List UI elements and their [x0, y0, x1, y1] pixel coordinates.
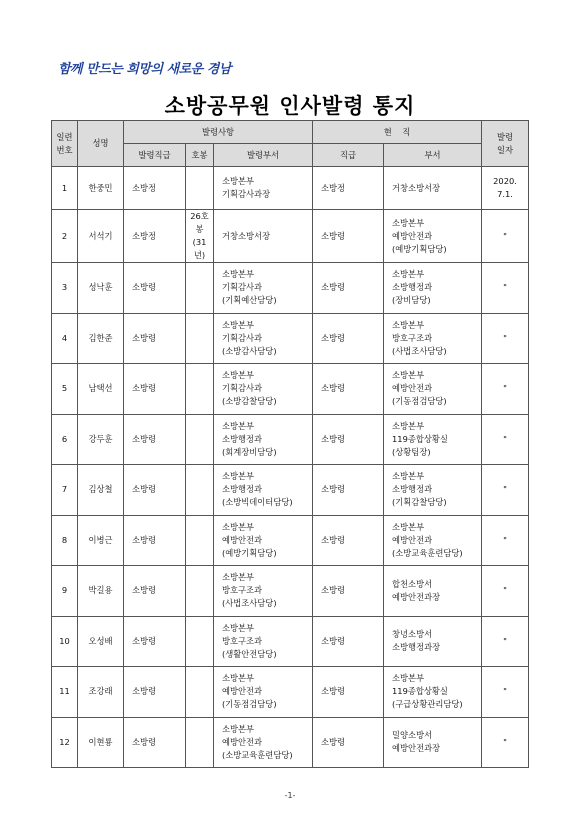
row-issue-date: ": [482, 465, 529, 516]
row-serial-no: 11: [52, 667, 78, 718]
row-current-rank: 소방령: [313, 515, 384, 566]
row-current-rank: 소방령: [313, 210, 384, 263]
row-current-rank: 소방령: [313, 364, 384, 415]
table-row: [52, 667, 529, 718]
header-issued-group: 발령사항: [124, 121, 313, 144]
row-issued-rank: 소방령: [124, 465, 186, 516]
row-current-dept: 소방본부 소방행정과 (기획감찰담당): [384, 465, 482, 516]
row-issued-rank: 소방령: [124, 515, 186, 566]
row-issued-rank: 소방령: [124, 616, 186, 667]
row-issued-step: [186, 616, 214, 667]
row-issue-date: ": [482, 210, 529, 263]
table-row: [52, 263, 529, 314]
table-row: [52, 616, 529, 667]
table-row: [52, 566, 529, 617]
row-serial-no: 10: [52, 616, 78, 667]
row-issued-dept: 소방본부 방호구조과 (생활안전담당): [214, 616, 313, 667]
row-issued-dept: 소방본부 소방행정과 (회계장비담당): [214, 414, 313, 465]
row-current-rank: 소방령: [313, 566, 384, 617]
row-current-dept: 창녕소방서 소방행정과장: [384, 616, 482, 667]
row-current-rank: 소방령: [313, 313, 384, 364]
header-serial-no: 일련 번호: [52, 121, 78, 167]
row-issued-step: [186, 414, 214, 465]
row-current-rank: 소방령: [313, 667, 384, 718]
row-issue-date: 2020. 7.1.: [482, 167, 529, 210]
row-issued-rank: 소방정: [124, 167, 186, 210]
table-row: [52, 414, 529, 465]
document-title: 소방공무원 인사발령 통지: [164, 94, 416, 118]
row-issued-rank: 소방령: [124, 313, 186, 364]
row-serial-no: 12: [52, 717, 78, 768]
row-issued-step: [186, 263, 214, 314]
table-row: [52, 465, 529, 516]
row-serial-no: 2: [52, 210, 78, 263]
row-name: 김상철: [78, 465, 124, 516]
row-issued-step: [186, 515, 214, 566]
slogan-logo: 함께 만드는 희망의 새로운 경남: [58, 62, 231, 77]
row-issued-step: [186, 465, 214, 516]
row-name: 강두훈: [78, 414, 124, 465]
row-name: 성낙훈: [78, 263, 124, 314]
table-row: [52, 167, 529, 210]
row-issued-rank: 소방령: [124, 263, 186, 314]
row-issued-step: [186, 566, 214, 617]
row-current-dept: 밀양소방서 예방안전과장: [384, 717, 482, 768]
row-serial-no: 4: [52, 313, 78, 364]
row-issue-date: ": [482, 616, 529, 667]
row-current-rank: 소방령: [313, 616, 384, 667]
header-name: 성명: [78, 121, 124, 167]
row-issued-dept: 소방본부 방호구조과 (사법조사담당): [214, 566, 313, 617]
row-issued-step: [186, 364, 214, 415]
row-issued-step: 26호봉 (31년): [186, 210, 214, 263]
row-issued-rank: 소방령: [124, 364, 186, 415]
row-current-dept: 소방본부 예방안전과 (예방기획담당): [384, 210, 482, 263]
row-issued-rank: 소방령: [124, 414, 186, 465]
row-issued-rank: 소방령: [124, 667, 186, 718]
table-row: [52, 717, 529, 768]
row-issued-dept: 소방본부 기획감사과 (기획예산담당): [214, 263, 313, 314]
row-serial-no: 7: [52, 465, 78, 516]
row-name: 남택선: [78, 364, 124, 415]
table-row: [52, 364, 529, 415]
row-issued-dept: 소방본부 기획감사과 (소방감사담당): [214, 313, 313, 364]
header-current-group: 현 직: [313, 121, 482, 144]
row-issued-dept: 소방본부 기획감사과 (소방감찰담당): [214, 364, 313, 415]
row-current-dept: 소방본부 119종합상황실 (구급상황관리담당): [384, 667, 482, 718]
row-issued-dept: 소방본부 예방안전과 (소방교육훈련담당): [214, 717, 313, 768]
row-issue-date: ": [482, 263, 529, 314]
personnel-table: [51, 120, 529, 768]
row-issue-date: ": [482, 667, 529, 718]
row-name: 박길용: [78, 566, 124, 617]
row-serial-no: 8: [52, 515, 78, 566]
page-number: -1-: [284, 791, 296, 800]
row-serial-no: 9: [52, 566, 78, 617]
table-body: [52, 167, 529, 768]
row-current-dept: 소방본부 방호구조과 (사법조사담당): [384, 313, 482, 364]
row-name: 이현룡: [78, 717, 124, 768]
row-issue-date: ": [482, 414, 529, 465]
row-issued-step: [186, 167, 214, 210]
header-issued-rank: 발령직급: [124, 144, 186, 167]
table-row: [52, 515, 529, 566]
table-row: [52, 210, 529, 263]
row-issued-step: [186, 717, 214, 768]
row-current-rank: 소방령: [313, 263, 384, 314]
row-name: 이병근: [78, 515, 124, 566]
row-serial-no: 6: [52, 414, 78, 465]
row-issued-dept: 소방본부 소방행정과 (소방빅데이터담당): [214, 465, 313, 516]
row-name: 김한준: [78, 313, 124, 364]
row-issued-rank: 소방령: [124, 566, 186, 617]
row-serial-no: 1: [52, 167, 78, 210]
row-issued-dept: 거창소방서장: [214, 210, 313, 263]
header-current-dept: 부서: [384, 144, 482, 167]
row-issued-dept: 소방본부 예방안전과 (기동점검담당): [214, 667, 313, 718]
row-current-dept: 소방본부 소방행정과 (장비담당): [384, 263, 482, 314]
row-issued-rank: 소방령: [124, 717, 186, 768]
row-issue-date: ": [482, 717, 529, 768]
row-serial-no: 5: [52, 364, 78, 415]
row-issue-date: ": [482, 313, 529, 364]
row-current-dept: 소방본부 119종합상황실 (상황팀장): [384, 414, 482, 465]
row-serial-no: 3: [52, 263, 78, 314]
row-current-rank: 소방령: [313, 465, 384, 516]
header-issued-dept: 발령부서: [214, 144, 313, 167]
row-issued-step: [186, 667, 214, 718]
row-current-dept: 소방본부 예방안전과 (소방교육훈련담당): [384, 515, 482, 566]
header-issued-step: 호봉: [186, 144, 214, 167]
row-current-rank: 소방령: [313, 414, 384, 465]
row-current-dept: 합천소방서 예방안전과장: [384, 566, 482, 617]
row-issue-date: ": [482, 515, 529, 566]
row-issue-date: ": [482, 566, 529, 617]
row-issued-dept: 소방본부 기획감사과장: [214, 167, 313, 210]
row-current-dept: 소방본부 예방안전과 (기동점검담당): [384, 364, 482, 415]
row-current-rank: 소방정: [313, 167, 384, 210]
table-row: [52, 313, 529, 364]
header-issue-date: 발령 일자: [482, 121, 529, 167]
row-issued-dept: 소방본부 예방안전과 (예방기획담당): [214, 515, 313, 566]
row-name: 오성배: [78, 616, 124, 667]
header-current-rank: 직급: [313, 144, 384, 167]
row-name: 서석기: [78, 210, 124, 263]
row-current-rank: 소방령: [313, 717, 384, 768]
row-issued-step: [186, 313, 214, 364]
row-current-dept: 거창소방서장: [384, 167, 482, 210]
row-name: 한중민: [78, 167, 124, 210]
row-name: 조강래: [78, 667, 124, 718]
row-issued-rank: 소방정: [124, 210, 186, 263]
row-issue-date: ": [482, 364, 529, 415]
